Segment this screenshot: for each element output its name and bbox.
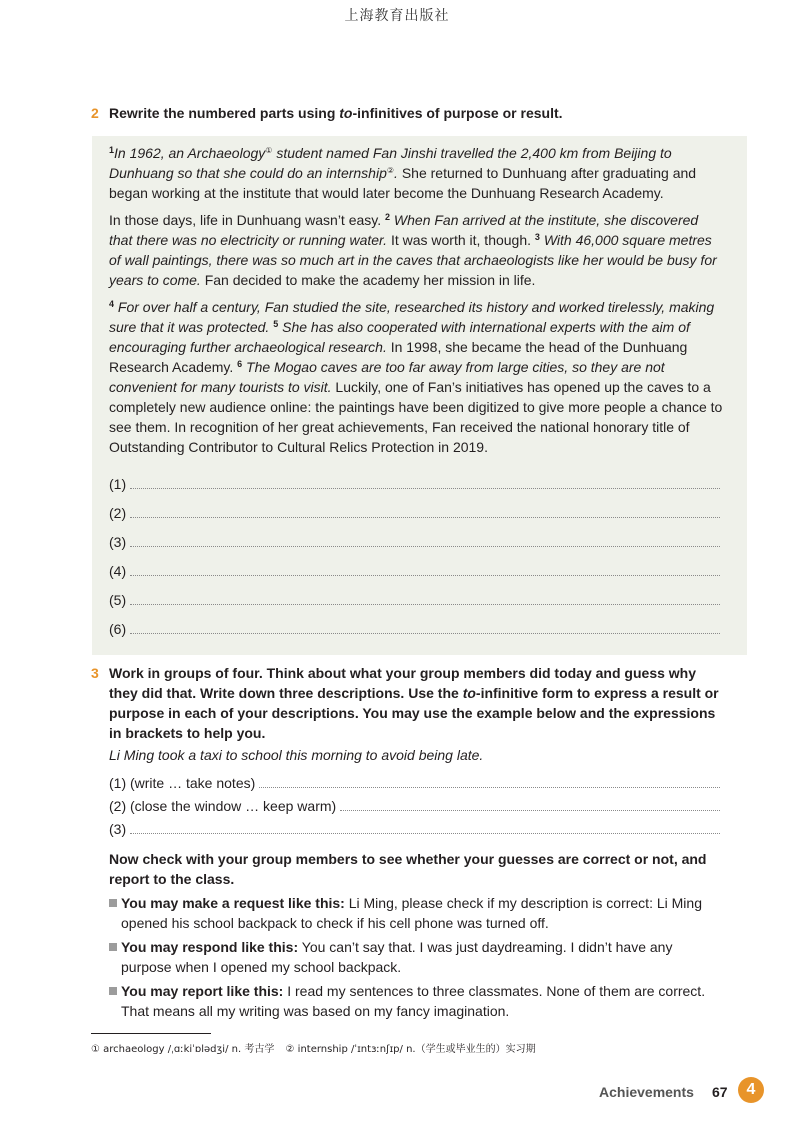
task-3-answer-line-3[interactable]: (3) (109, 817, 720, 837)
bullet-respond: You may respond like this: You can’t say that. I was just daydreaming. I didn’t have any purpose when I opened my school backpack. (109, 937, 721, 977)
unit-badge: 4 (738, 1077, 764, 1103)
reading-passage (109, 143, 723, 464)
example-sentence: Li Ming took a taxi to school this morning to avoid being late. (109, 747, 484, 763)
footnotes (91, 1040, 544, 1055)
passage-paragraph-2: In those days, life in Dunhuang wasn’t easy. $^2$ When Fan arrived at the institute, she discovered that there was no electricity or running water. It was worth it, though. $^3$ With 46,000 square metres of wall paintings, there was so much art in the caves that archaeologists like her would be busy for years to come. Fan decided to make the academy her mission in life. (109, 212, 717, 288)
footnote-2: ② internship /ˈɪntɜːnʃɪp/ n.（学生或毕业生的）实习期 (285, 1044, 536, 1055)
answer-line-2[interactable]: (2) (109, 501, 720, 521)
bullet-request: You may make a request like this: Li Ming, please check if my description is correct: Li Ming opened his school backpack to check if his cell phone was turned off. (109, 893, 721, 933)
passage-paragraph-3: $^4$ For over half a century, Fan studied the site, researched its history and worked tirelessly, making sure that it was protected. $^5$ She has also cooperated with international experts with the aim of encouraging further archaeological research. In 1998, she became the head of the Dunhuang Research Academy. $^6$ The Mogao caves are too far away from large cities, so they are not convenient for many tourists to visit. Luckily, one of Fan’s initiatives has opened up the caves to a completely new audience online: the paintings have been digitized to give more people a chance to see them. In recognition of her great achievements, Fan received the national honorary title of Outstanding Contributor to Cultural Relics Protection in 2019. (109, 299, 723, 455)
bullet-square-icon (109, 987, 117, 995)
task-2-number: 2 (91, 105, 99, 121)
answer-line-4[interactable]: (4) (109, 559, 720, 579)
task-3-instruction: 3 Work in groups of four. Think about what your group members did today and guess why they did that. Write down three descriptions. Use the to-infinitive form to express a result or purpose in each of your descriptions. You may use the example below and the expressions in brackets to help you. (91, 665, 719, 741)
task-3-number: 3 (91, 665, 99, 681)
footnote-ref-1: ① (265, 146, 273, 155)
unit-title: Achievements (599, 1084, 694, 1100)
footnote-divider (91, 1033, 211, 1034)
task-3-answer-line-2[interactable]: (2) (close the window … keep warm) (109, 794, 720, 814)
passage-paragraph-1: $^1$In 1962, an Archaeology① student named Fan Jinshi travelled the 2,400 km from Beijing to Dunhuang so that she could do an internship②. She returned to Dunhuang after graduating and began working at the institute that would later become the Dunhuang Research Academy. (109, 145, 697, 201)
footnote-ref-2: ② (386, 166, 395, 175)
bullet-square-icon (109, 899, 117, 907)
page-number: 67 (712, 1084, 728, 1100)
footnote-1: ① archaeology /ˌɑːkiˈɒlədʒi/ n. 考古学 (91, 1044, 275, 1055)
answer-line-5[interactable]: (5) (109, 588, 720, 608)
check-heading: Now check with your group members to see whether your guesses are correct or not, and report to the class. (109, 851, 707, 887)
bullet-report: You may report like this: I read my sentences to three classmates. None of them are correct. That means all my writing was based on my fancy imagination. (109, 981, 721, 1021)
answer-line-6[interactable]: (6) (109, 617, 720, 637)
answer-line-3[interactable]: (3) (109, 530, 720, 550)
answer-line-1[interactable]: (1) (109, 472, 720, 492)
publisher-header: 上海教育出版社 (344, 8, 450, 24)
task-2-instruction: 2 Rewrite the numbered parts using to-infinitives of purpose or result. (91, 105, 563, 121)
task-3-answer-line-1[interactable]: (1) (write … take notes) (109, 771, 720, 791)
bullet-square-icon (109, 943, 117, 951)
